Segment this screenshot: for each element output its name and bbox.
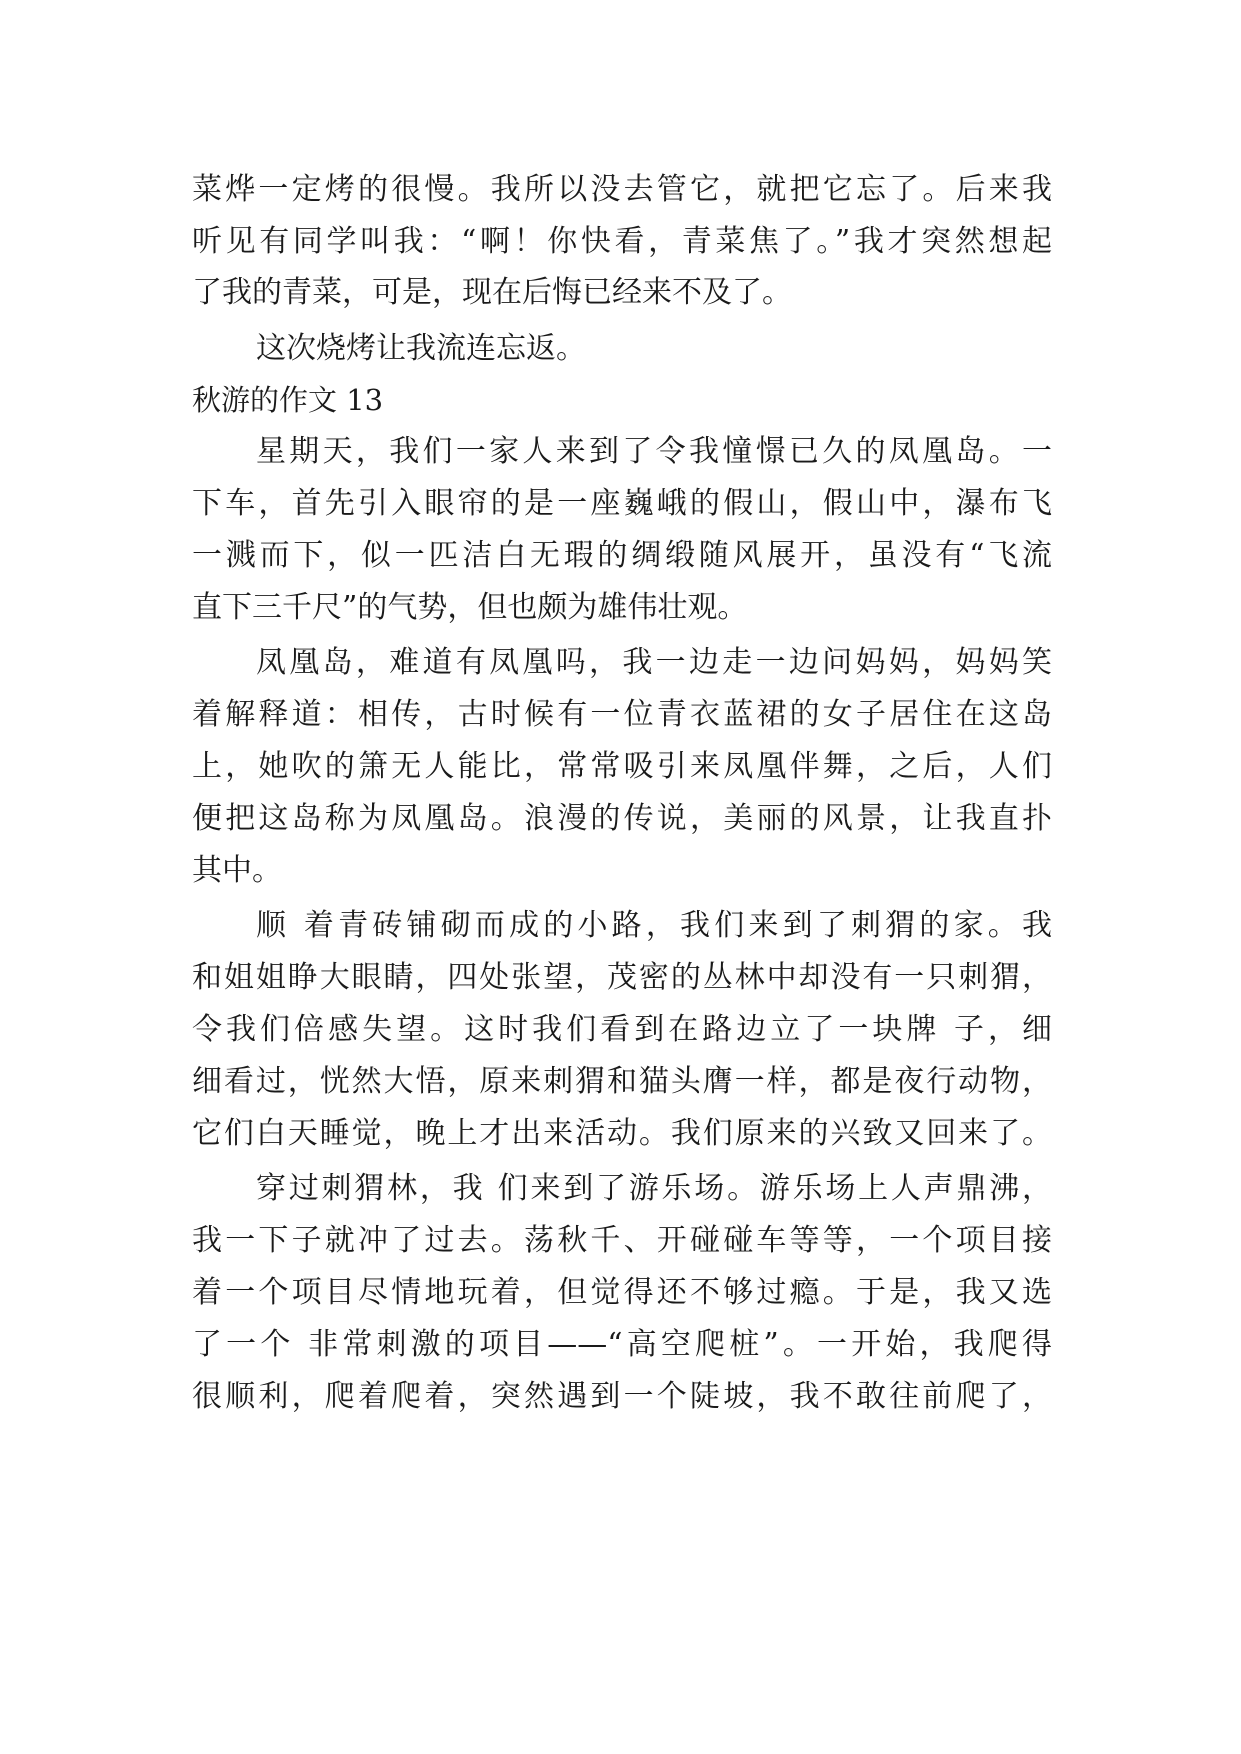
text-line: 我一下子就冲了过去。荡秋千、开碰碰车等等，一个项目接 bbox=[192, 1223, 1052, 1258]
text-line: 细看过，恍然大悟，原来刺猬和猫头膺一样，都是夜行动物， bbox=[192, 1064, 1052, 1099]
text-line: 了一个 非常刺激的项目——“高空爬桩”。一开始，我爬得 bbox=[192, 1327, 1052, 1362]
text-line: 上，她吹的箫无人能比，常常吸引来凤凰伴舞，之后，人们 bbox=[192, 749, 1052, 784]
text-line: 一溅而下，似一匹洁白无瑕的绸缎随风展开，虽没有“飞流 bbox=[192, 538, 1052, 573]
text-line: 了我的青菜，可是，现在后悔已经来不及了。 bbox=[192, 275, 792, 310]
text-line: 着解释道：相传，古时候有一位青衣蓝裙的女子居住在这岛 bbox=[192, 697, 1052, 732]
text-line: 其中。 bbox=[192, 853, 282, 888]
text-line: 很顺利，爬着爬着，突然遇到一个陡坡，我不敢往前爬了， bbox=[192, 1379, 1052, 1414]
text-line: 菜烨一定烤的很慢。我所以没去管它，就把它忘了。后来我 bbox=[192, 172, 1052, 207]
text-line: 着一个项目尽情地玩着，但觉得还不够过瘾。于是，我又选 bbox=[192, 1275, 1052, 1310]
text-line: 它们白天睡觉，晚上才出来活动。我们原来的兴致又回来了。 bbox=[192, 1116, 1052, 1151]
section-heading: 秋游的作文 13 bbox=[192, 383, 384, 417]
text-line: 这次烧烤让我流连忘返。 bbox=[256, 331, 586, 366]
text-line: 直下三千尺”的气势，但也颇为雄伟壮观。 bbox=[192, 590, 748, 625]
text-line: 凤凰岛，难道有凤凰吗，我一边走一边问妈妈，妈妈笑 bbox=[256, 645, 1052, 680]
text-line: 便把这岛称为凤凰岛。浪漫的传说，美丽的风景，让我直扑 bbox=[192, 801, 1052, 836]
text-line: 下车，首先引入眼帘的是一座巍峨的假山，假山中，瀑布飞 bbox=[192, 486, 1052, 521]
text-line: 星期天，我们一家人来到了令我憧憬已久的凤凰岛。一 bbox=[256, 434, 1052, 469]
text-line: 和姐姐睁大眼睛，四处张望，茂密的丛林中却没有一只刺猬， bbox=[192, 960, 1052, 995]
text-line: 穿过刺猬林，我 们来到了游乐场。游乐场上人声鼎沸， bbox=[256, 1171, 1052, 1206]
text-line: 令我们倍感失望。这时我们看到在路边立了一块牌 子，细 bbox=[192, 1012, 1052, 1047]
text-line: 顺 着青砖铺砌而成的小路，我们来到了刺猬的家。我 bbox=[256, 908, 1052, 943]
text-line: 听见有同学叫我：“啊！你快看，青菜焦了。”我才突然想起 bbox=[192, 224, 1052, 259]
